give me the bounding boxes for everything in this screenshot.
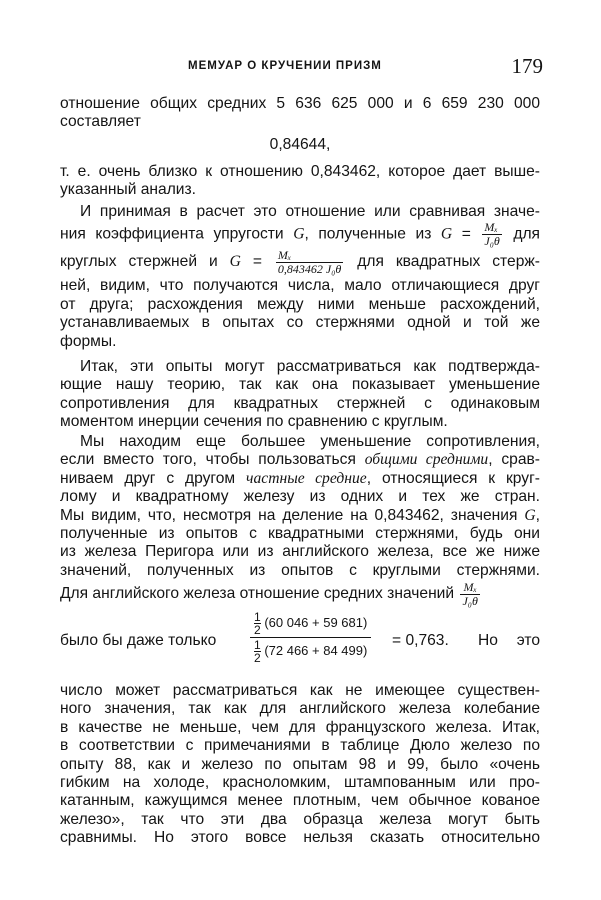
text-line: полученные из опытов с квадратными стержнями, будь они [60, 525, 540, 543]
text-line: круглых стержней и G = $\frac{\text{Mₓ}}{\text{0,843462 J₀θ}}$ для квадратных стерж- [60, 247, 540, 276]
text-line: указанный анализ. [60, 181, 197, 199]
text-line: отношение общих средних 5 636 625 000 и 6 659 230 000 [60, 95, 540, 112]
one-half: $\frac{1}{2}$ [254, 638, 261, 665]
paragraph-2 [60, 163, 540, 200]
text-line: в качестве не меньше, чем для французского железа. Итак, [60, 718, 540, 736]
text-line: если вместо того, чтобы пользоваться общими средними, срав- [60, 451, 540, 469]
text-line: Итак, эти опыты могут рассматриваться как подтвержда- [80, 358, 540, 375]
text-line: ющие нашу теорию, так как она показывает уменьшение [60, 376, 540, 394]
text-line: значений, полученных из опытов с круглыми стержнями. [60, 561, 540, 579]
text-line: опыту 88, как и железо по опытам 98 и 99, было «очень [60, 755, 540, 773]
text-line: в соответствии с примечаниями в таблице Дюло железо по [60, 737, 540, 755]
text-word: Но [478, 632, 498, 649]
page-header [60, 56, 543, 80]
formula-fraction: $\frac{\text{Mₓ}}{\text{0,843462 J₀θ}}$ [277, 247, 342, 276]
text-line: ния коэффициента упругости G, полученные из G = $\frac{\text{Mₓ}}{\text{J₀θ}}$ для [60, 220, 540, 249]
text-word: это [516, 632, 540, 649]
paragraph-4 [60, 358, 540, 432]
text-line: катанным, кажущимся менее плотным, чем обычное кованое [60, 792, 540, 810]
text-line: И принимая в расчет это отношение или сравнивая значе- [80, 203, 540, 220]
one-half: $\frac{1}{2}$ [254, 610, 261, 637]
equation-denominator: $\frac{1}{2}$ (72 466 + 84 499) [250, 637, 371, 665]
text-line: Мы находим еще большее уменьшение сопротивления, [80, 433, 540, 450]
equation-fraction [250, 610, 371, 665]
text-line: сопротивления для квадратных стержней с одинаковым [60, 394, 540, 412]
text-line: ней, видим, что получаются числа, мало отличающиеся друг [60, 277, 540, 295]
text-line: моментом инерции сечения по сравнению с круглым. [60, 413, 448, 431]
text-line: железо», так что эти два образца железа могут быть [60, 810, 540, 828]
text-line: лому и квадратному железу из одних и тех же стран. [60, 488, 540, 506]
text-line: Для английского железа отношение средних значений $\frac{\text{Mₓ}}{\text{J₀θ}}$ [60, 579, 478, 608]
paragraph-1 [60, 95, 540, 132]
formula-fraction: $\frac{\text{Mₓ}}{\text{J₀θ}}$ [462, 579, 478, 608]
text-line: т. е. очень близко к отношению 0,843462, которое дает выше- [60, 163, 540, 180]
text-line: ного значения, так как для английского железа колебание [60, 700, 540, 718]
formula-fraction: $\frac{\text{Mₓ}}{\text{J₀θ}}$ [484, 220, 500, 249]
paragraph-3 [60, 203, 540, 351]
paragraph-5 [60, 433, 540, 608]
text-line: устанавливаемых в опытах со стержнями одной и той же [60, 314, 540, 332]
text-line: составляет [60, 113, 141, 131]
running-title: МЕМУАР О КРУЧЕНИИ ПРИЗМ [188, 60, 382, 72]
text-line: число может рассматриваться как не имеющее существен- [60, 682, 540, 699]
equation-result: = 0,763. [392, 632, 449, 649]
page-number: 179 [511, 54, 543, 78]
ratio-value: 0,84644, [269, 136, 331, 153]
equation-line [60, 610, 540, 674]
text-line: от друга; расхождения между ними меньше расхождений, [60, 295, 540, 313]
text-line: Мы видим, что, несмотря на деление на 0,843462, значения G, [60, 506, 540, 524]
equation-lead-text: было бы даже только [60, 632, 217, 649]
text-line: из железа Перигора или из английского железа, все же ниже [60, 543, 540, 561]
text-line: ниваем друг с другом частные средние, относящиеся к круг- [60, 469, 540, 487]
equation-numerator: $\frac{1}{2}$ (60 046 + 59 681) [254, 610, 368, 637]
paragraph-6 [60, 682, 540, 848]
text-line: сравнимы. Но этого вовсе нельзя сказать относительно [60, 829, 540, 847]
text-line: гибким на холоде, красноломким, штампованным или про- [60, 774, 540, 792]
text-line: формы. [60, 332, 117, 350]
